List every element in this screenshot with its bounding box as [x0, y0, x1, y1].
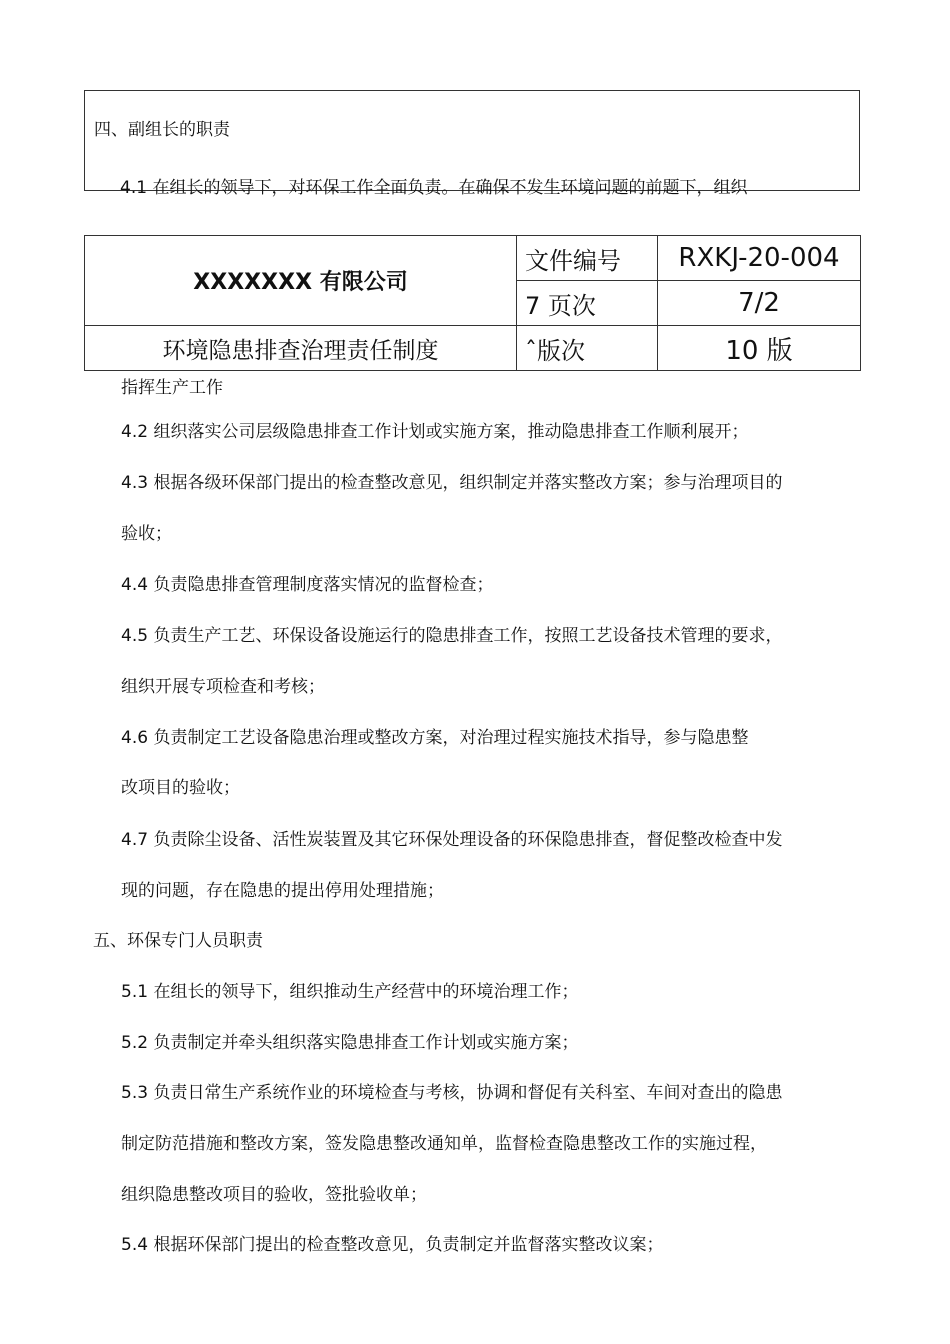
body-line: 4.3 根据各级环保部门提出的检查整改意见，组织制定并落实整改方案；参与治理项目的	[121, 473, 783, 493]
version-label: ˆ版次	[517, 326, 658, 371]
body-line: 改项目的验收；	[121, 778, 240, 798]
paragraph-4-1: 4.1 在组长的领导下，对环保工作全面负责。在确保不发生环境问题的前题下，组织	[120, 178, 748, 198]
section4-heading: 四、副组长的职责	[94, 120, 230, 140]
body-line: 4.7 负责除尘设备、活性炭装置及其它环保处理设备的环保隐患排查，督促整改检查中发	[121, 830, 783, 850]
page-value: 7/2	[658, 281, 861, 326]
body-line: 组织开展专项检查和考核；	[121, 677, 325, 697]
body-line: 4.4 负责隐患排查管理制度落实情况的监督检查；	[121, 575, 494, 595]
body-line: 4.2 组织落实公司层级隐患排查工作计划或实施方案，推动隐患排查工作顺利展开；	[121, 422, 749, 442]
body-line: 现的问题，存在隐患的提出停用处理措施；	[121, 881, 444, 901]
page-label: 7 页次	[517, 281, 658, 326]
body-line: 5.3 负责日常生产系统作业的环境检查与考核，协调和督促有关科室、车间对查出的隐患	[121, 1083, 783, 1103]
previous-page-box	[84, 90, 860, 198]
body-line: 5.4 根据环保部门提出的检查整改意见，负责制定并监督落实整改议案；	[121, 1235, 664, 1255]
body-line: 组织隐患整改项目的验收，签批验收单；	[121, 1185, 427, 1205]
document-title: 环境隐患排查治理责任制度	[85, 326, 517, 371]
body-line: 5.1 在组长的领导下，组织推动生产经营中的环境治理工作；	[121, 982, 579, 1002]
doc-number-label: 文件编号	[517, 236, 658, 281]
body-line: 5.2 负责制定并牵头组织落实隐患排查工作计划或实施方案；	[121, 1033, 579, 1053]
section5-heading: 五、环保专门人员职责	[93, 931, 263, 951]
body-line: 4.6 负责制定工艺设备隐患治理或整改方案，对治理过程实施技术指导，参与隐患整	[121, 728, 749, 748]
body-line: 指挥生产工作	[121, 378, 223, 398]
body-line: 制定防范措施和整改方案，签发隐患整改通知单，监督检查隐患整改工作的实施过程，	[121, 1134, 767, 1154]
body-line: 验收；	[121, 524, 172, 544]
document-header-table	[84, 235, 861, 371]
version-value: 10 版	[658, 326, 861, 371]
doc-number-value: RXKJ-20-004	[658, 236, 861, 281]
company-name: XXXXXXX 有限公司	[85, 236, 517, 326]
body-line: 4.5 负责生产工艺、环保设备设施运行的隐患排查工作，按照工艺设备技术管理的要求，	[121, 626, 783, 646]
